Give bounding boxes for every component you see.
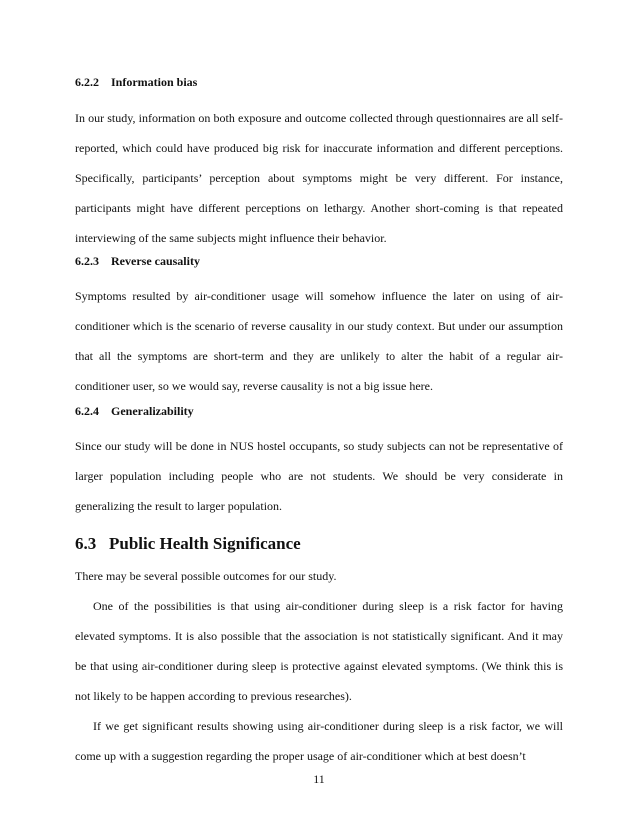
subsection-number: 6.2.3	[75, 254, 99, 268]
section-title: Public Health Significance	[109, 534, 301, 553]
subsection-number: 6.2.2	[75, 75, 99, 89]
paragraph-outcomes-intro: There may be several possible outcomes for our study.	[75, 569, 337, 583]
paragraph-possibilities: One of the possibilities is that using air-conditioner during sleep is a risk factor for having elevated symptoms. It is also possible that the association is not statistically significant. And it may be that using air-conditioner during sleep is protective against elevated symptoms. (We think this is not likely to be happen according to previous researches).	[75, 599, 563, 703]
paragraph-reverse-causality: Symptoms resulted by air-conditioner usage will somehow influence the later on using of air-conditioner which is the scenario of reverse causality in our study context. But under our assumption that all the symptoms are short-term and they are unlikely to alter the habit of a regular air-conditioner user, so we would say, reverse causality is not a big issue here.	[75, 289, 563, 393]
subsection-heading-information-bias	[75, 75, 197, 89]
subsection-number: 6.2.4	[75, 404, 99, 418]
subsection-title: Generalizability	[111, 404, 194, 418]
subsection-heading-generalizability	[75, 404, 194, 418]
section-heading-public-health-significance	[75, 534, 301, 554]
subsection-title: Information bias	[111, 75, 198, 89]
paragraph-information-bias: In our study, information on both exposure and outcome collected through questionnaires are all self-reported, which could have produced big risk for inaccurate information and different perceptions. Specifically, participants’ perception about symptoms might be very different. For instance, participants might have different perceptions on lethargy. Another short-coming is that repeated interviewing of the same subjects might influence their behavior.	[75, 111, 563, 245]
paragraph-significant-results: If we get significant results showing using air-conditioner during sleep is a risk factor, we will come up with a suggestion regarding the proper usage of air-conditioner which at best doesn’t	[75, 719, 563, 763]
subsection-title: Reverse causality	[111, 254, 200, 268]
paragraph-generalizability: Since our study will be done in NUS hostel occupants, so study subjects can not be representative of larger population including people who are not students. We should be very considerate in generalizing the result to larger population.	[75, 439, 563, 513]
page-number: 11	[313, 772, 325, 786]
subsection-heading-reverse-causality	[75, 254, 200, 268]
section-number: 6.3	[75, 534, 97, 553]
